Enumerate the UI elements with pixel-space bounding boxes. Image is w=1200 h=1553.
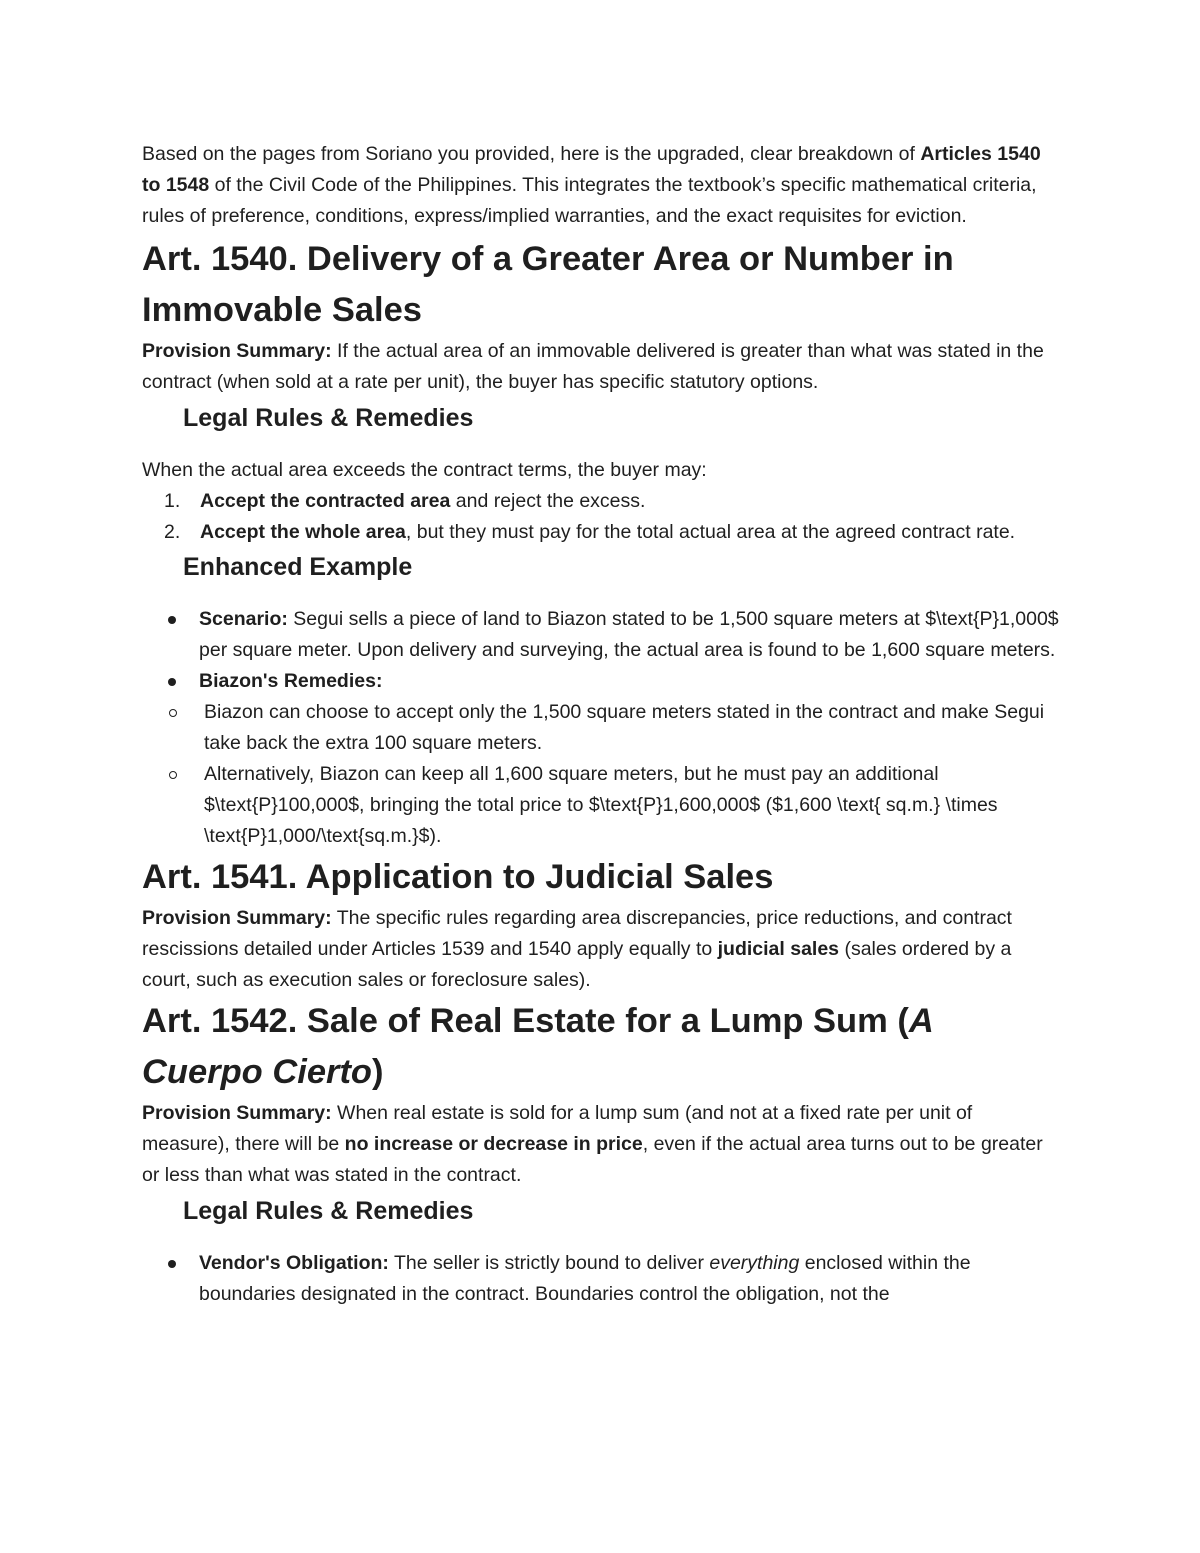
intro-bold-articles: Articles 1540 to 1548 — [142, 143, 1041, 196]
art1541-summary: Provision Summary: The specific rules regarding area discrepancies, price reductions, and contract rescissions detailed under Articles 1539 and 1540 apply equally to judicial sales (sales ordered by a court, such as execution sales or foreclosure sales). — [142, 907, 1012, 991]
art1542-rules-list — [142, 1248, 1062, 1310]
art1540-rules-intro: When the actual area exceeds the contract terms, the buyer may: — [142, 459, 707, 481]
summary-label: Provision Summary: — [142, 340, 332, 362]
heading-enhanced-example: Enhanced Example — [183, 553, 413, 581]
list-item-vendor-obligation: Vendor's Obligation: The seller is strictly bound to deliver everything enclosed within the boundaries designated in the contract. Boundaries control the obligation, not the — [142, 1248, 1062, 1310]
sub-list-item: Biazon can choose to accept only the 1,500 square meters stated in the contract and make Segui take back the extra 100 square meters. — [142, 697, 1062, 759]
document-page — [142, 139, 1062, 1310]
art1542-summary: Provision Summary: When real estate is sold for a lump sum (and not at a fixed rate per unit of measure), there will be no increase or decrease in price, even if the actual area turns out to be greater or less than what was stated in the contract. — [142, 1102, 1043, 1186]
bullet-icon — [168, 1260, 176, 1268]
list-item: 2. Accept the whole area, but they must pay for the total actual area at the agreed contract rate. — [164, 521, 1016, 543]
heading-art-1540: Art. 1540. Delivery of a Greater Area or Number in Immovable Sales — [142, 240, 954, 329]
heading-art-1541: Art. 1541. Application to Judicial Sales — [142, 858, 774, 896]
list-item-scenario: Scenario: Segui sells a piece of land to Biazon stated to be 1,500 square meters at $\text{P}1,000$ per square meter. Upon delivery and surveying, the actual area is found to be 1,600 square meters. — [142, 604, 1062, 666]
heading-art-1542: Art. 1542. Sale of Real Estate for a Lump Sum (A Cuerpo Cierto) — [142, 1002, 933, 1091]
art1540-options-list — [142, 486, 1062, 548]
bullet-icon — [168, 616, 176, 624]
hollow-bullet-icon — [169, 771, 177, 779]
heading-legal-rules-1540: Legal Rules & Remedies — [183, 404, 474, 432]
example-list — [142, 604, 1062, 852]
sub-list-item: Alternatively, Biazon can keep all 1,600 square meters, but he must pay an additional $\text{P}100,000$, bringing the total price to $\text{P}1,600,000$ ($1,600 \text{ sq.m.} \times \text{P}1,000/\text{sq.m.}$). — [142, 759, 1062, 852]
art1540-summary: Provision Summary: If the actual area of an immovable delivered is greater than what was stated in the contract (when sold at a rate per unit), the buyer has specific statutory options. — [142, 340, 1044, 393]
summary-label: Provision Summary: — [142, 1102, 332, 1124]
list-item-remedies: Biazon's Remedies: — [142, 666, 1062, 697]
intro-paragraph: Based on the pages from Soriano you provided, here is the upgraded, clear breakdown of Articles 1540 to 1548 of the Civil Code of the Philippines. This integrates the textbook’s specific mathematical criteria, rules of preference, conditions, express/implied warranties, and the exact requisites for eviction. — [142, 143, 1041, 227]
summary-label: Provision Summary: — [142, 907, 332, 929]
hollow-bullet-icon — [169, 709, 177, 717]
heading-legal-rules-1542: Legal Rules & Remedies — [183, 1197, 474, 1225]
list-item: 1. Accept the contracted area and reject the excess. — [164, 490, 646, 512]
bullet-icon — [168, 678, 176, 686]
